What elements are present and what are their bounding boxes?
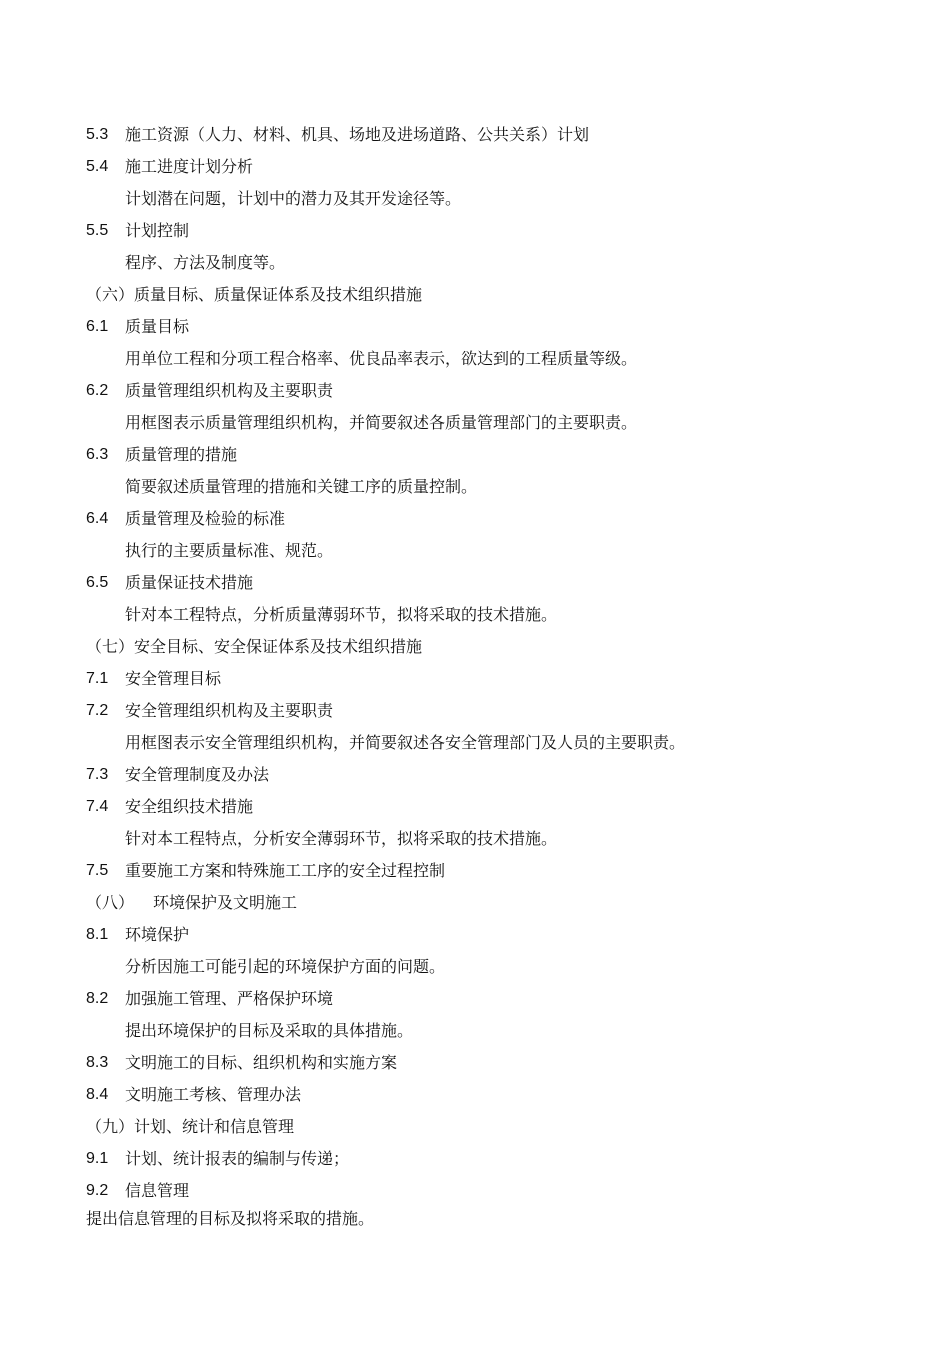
paragraph (0, 408, 900, 438)
item-title: 施工资源（人力、材料、机具、场地及进场道路、公共关系）计划 (125, 125, 590, 144)
heading-8-3 (0, 1048, 900, 1078)
paragraph (0, 1016, 900, 1046)
paragraph-text: 用单位工程和分项工程合格率、优良品率表示，欲达到的工程质量等级。 (125, 349, 638, 368)
item-number: 7.3 (86, 766, 109, 783)
item-title: 加强施工管理、严格保护环境 (125, 989, 334, 1008)
item-title: 信息管理 (125, 1181, 190, 1200)
heading-7-2 (0, 696, 900, 726)
item-number: 8.4 (86, 1086, 109, 1103)
section-title: （九）计划、统计和信息管理 (86, 1117, 295, 1136)
paragraph (0, 472, 900, 502)
heading-7-4 (0, 792, 900, 822)
item-title: 文明施工的目标、组织机构和实施方案 (125, 1053, 398, 1072)
paragraph-text: 提出信息管理的目标及拟将采取的措施。 (86, 1209, 375, 1228)
heading-5-5 (0, 216, 900, 246)
paragraph (0, 824, 900, 854)
item-title: 质量目标 (125, 317, 190, 336)
heading-6-5 (0, 568, 900, 598)
heading-7-1 (0, 664, 900, 694)
item-number: 8.3 (86, 1054, 109, 1071)
item-title: 安全管理组织机构及主要职责 (125, 701, 334, 720)
item-title: 重要施工方案和特殊施工工序的安全过程控制 (125, 861, 446, 880)
heading-6-3 (0, 440, 900, 470)
section-number: （八） (86, 893, 135, 912)
item-number: 7.1 (86, 670, 109, 687)
section-title: （六）质量目标、质量保证体系及技术组织措施 (86, 285, 423, 304)
paragraph-text: 提出环境保护的目标及采取的具体措施。 (125, 1021, 414, 1040)
section-heading-6 (0, 280, 900, 310)
paragraph-text: 程序、方法及制度等。 (125, 253, 286, 272)
item-title: 安全管理目标 (125, 669, 222, 688)
paragraph (0, 728, 900, 758)
heading-6-2 (0, 376, 900, 406)
heading-8-1 (0, 920, 900, 950)
item-number: 7.2 (86, 702, 109, 719)
item-number: 6.3 (86, 446, 109, 463)
paragraph (0, 344, 900, 374)
heading-9-1 (0, 1144, 900, 1174)
paragraph (0, 1204, 900, 1234)
paragraph-text: 执行的主要质量标准、规范。 (125, 541, 334, 560)
item-number: 6.2 (86, 382, 109, 399)
section-title: 环境保护及文明施工 (153, 893, 298, 912)
heading-6-1 (0, 312, 900, 342)
item-number: 5.5 (86, 222, 109, 239)
item-number: 9.1 (86, 1150, 109, 1167)
section-title: （七）安全目标、安全保证体系及技术组织措施 (86, 637, 423, 656)
paragraph-text: 分析因施工可能引起的环境保护方面的问题。 (125, 957, 446, 976)
item-number: 7.5 (86, 862, 109, 879)
item-title: 施工进度计划分析 (125, 157, 254, 176)
item-number: 6.1 (86, 318, 109, 335)
item-title: 质量保证技术措施 (125, 573, 254, 592)
section-heading-8 (0, 888, 900, 918)
paragraph-text: 简要叙述质量管理的措施和关键工序的质量控制。 (125, 477, 478, 496)
paragraph-text: 用框图表示质量管理组织机构，并简要叙述各质量管理部门的主要职责。 (125, 413, 638, 432)
item-number: 8.2 (86, 990, 109, 1007)
item-number: 6.5 (86, 574, 109, 591)
paragraph (0, 184, 900, 214)
paragraph-text: 计划潜在问题，计划中的潜力及其开发途径等。 (125, 189, 462, 208)
heading-5-3 (0, 120, 900, 150)
heading-7-3 (0, 760, 900, 790)
item-number: 6.4 (86, 510, 109, 527)
item-number: 5.4 (86, 158, 109, 175)
paragraph-text: 针对本工程特点，分析安全薄弱环节，拟将采取的技术措施。 (125, 829, 558, 848)
item-title: 质量管理组织机构及主要职责 (125, 381, 334, 400)
paragraph (0, 536, 900, 566)
item-number: 7.4 (86, 798, 109, 815)
item-number: 9.2 (86, 1182, 109, 1199)
item-title: 文明施工考核、管理办法 (125, 1085, 302, 1104)
item-title: 质量管理的措施 (125, 445, 238, 464)
item-title: 质量管理及检验的标准 (125, 509, 286, 528)
heading-8-4 (0, 1080, 900, 1110)
item-title: 计划、统计报表的编制与传递； (125, 1149, 350, 1168)
section-heading-7 (0, 632, 900, 662)
item-title: 计划控制 (125, 221, 190, 240)
item-title: 环境保护 (125, 925, 190, 944)
section-heading-9 (0, 1112, 900, 1142)
paragraph (0, 600, 900, 630)
paragraph (0, 952, 900, 982)
item-number: 5.3 (86, 126, 109, 143)
paragraph-text: 针对本工程特点，分析质量薄弱环节，拟将采取的技术措施。 (125, 605, 558, 624)
heading-8-2 (0, 984, 900, 1014)
paragraph (0, 248, 900, 278)
heading-7-5 (0, 856, 900, 886)
heading-9-2 (0, 1176, 900, 1206)
item-title: 安全组织技术措施 (125, 797, 254, 816)
heading-5-4 (0, 152, 900, 182)
heading-6-4 (0, 504, 900, 534)
item-title: 安全管理制度及办法 (125, 765, 270, 784)
item-number: 8.1 (86, 926, 109, 943)
paragraph-text: 用框图表示安全管理组织机构，并简要叙述各安全管理部门及人员的主要职责。 (125, 733, 686, 752)
